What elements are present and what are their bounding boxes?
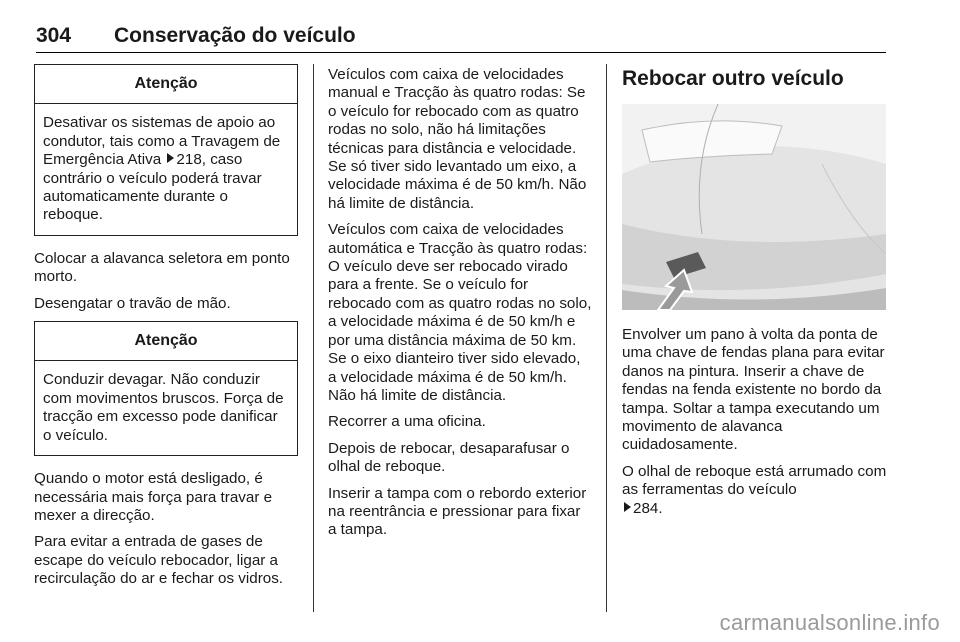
page-ref-link[interactable]: 218 <box>176 151 202 169</box>
paragraph: Depois de rebocar, desaparafusar o olhal de reboque. <box>328 439 570 476</box>
page-ref-arrow-icon <box>167 153 174 163</box>
paragraph: Colocar a alavanca seletora em ponto morto. <box>34 249 290 286</box>
paragraph: Desengatar o travão de mão. <box>34 294 231 312</box>
column-3 <box>622 66 888 526</box>
warning-body <box>35 104 297 234</box>
page-ref-link[interactable]: 284. <box>633 499 663 517</box>
warning-box <box>34 64 298 236</box>
warning-body: Conduzir devagar. Não conduzir com movimentos bruscos. Força de tracção em excesso pode danificar o veículo. <box>43 371 284 444</box>
warning-box <box>34 321 298 456</box>
paragraph: Inserir a tampa com o rebordo exterior na reentrância e pressionar para fixar a tampa. <box>328 484 587 539</box>
paragraph <box>622 463 888 518</box>
section-title: Rebocar outro veículo <box>622 67 844 90</box>
paragraph: Envolver um pano à volta da ponta de uma chave de fendas plana para evitar danos na pintura. Inserir a chave de fendas na fenda existente no bordo da tampa. Soltar a tampa executando um movimento de alavanca cuidadosamente. <box>622 326 885 454</box>
paragraph: Recorrer a uma oficina. <box>328 413 486 431</box>
paragraph: Veículos com caixa de velocidades manual e Tracção às quatro rodas: Se o veículo for rebocado com as quatro rodas no solo, não há limitações técnicas para distância e velocidade. Se só tiver sido levantado um eixo, a velocidade máxima é de 50 km/h. Não há limite de distância. <box>328 66 587 212</box>
warning-text-cont: , caso contrário o veículo poderá travar automaticamente durante o reboque. <box>43 151 262 224</box>
warning-text: Desativar os sistemas de apoio ao condutor, tais como a Travagem de Emergência Ativa <box>43 114 281 169</box>
column-1 <box>34 64 298 597</box>
column-divider <box>606 64 607 612</box>
column-2 <box>328 66 592 548</box>
paragraph-text: O olhal de reboque está arrumado com as ferramentas do veículo <box>622 462 887 499</box>
page-ref-arrow-icon <box>624 502 631 512</box>
bumper-illustration <box>622 104 886 310</box>
page-number: 304 <box>36 24 72 47</box>
page-header <box>36 22 886 53</box>
warning-title: Atenção <box>35 322 297 361</box>
watermark: carmanualsonline.info <box>719 610 940 635</box>
paragraph: Para evitar a entrada de gases de escape do veículo rebocador, ligar a recirculação do ar e fechar os vidros. <box>34 533 284 588</box>
column-divider <box>313 64 314 612</box>
page-title: Conservação do veículo <box>114 24 356 47</box>
paragraph: Quando o motor está desligado, é necessária mais força para travar e mexer a direcção. <box>34 470 273 524</box>
warning-title: Atenção <box>35 65 297 104</box>
paragraph: Veículos com caixa de velocidades automática e Tracção às quatro rodas: O veículo deve ser rebocado virado para a frente. Se o veículo for rebocado com as quatro rodas no solo, a velocidade máxima é de 50 km/h e por uma distância máxima de 50 km. Se o eixo dianteiro tiver sido elevado, a velocidade máxima é de 50 km/h. Não há limite de distância. <box>328 221 592 404</box>
